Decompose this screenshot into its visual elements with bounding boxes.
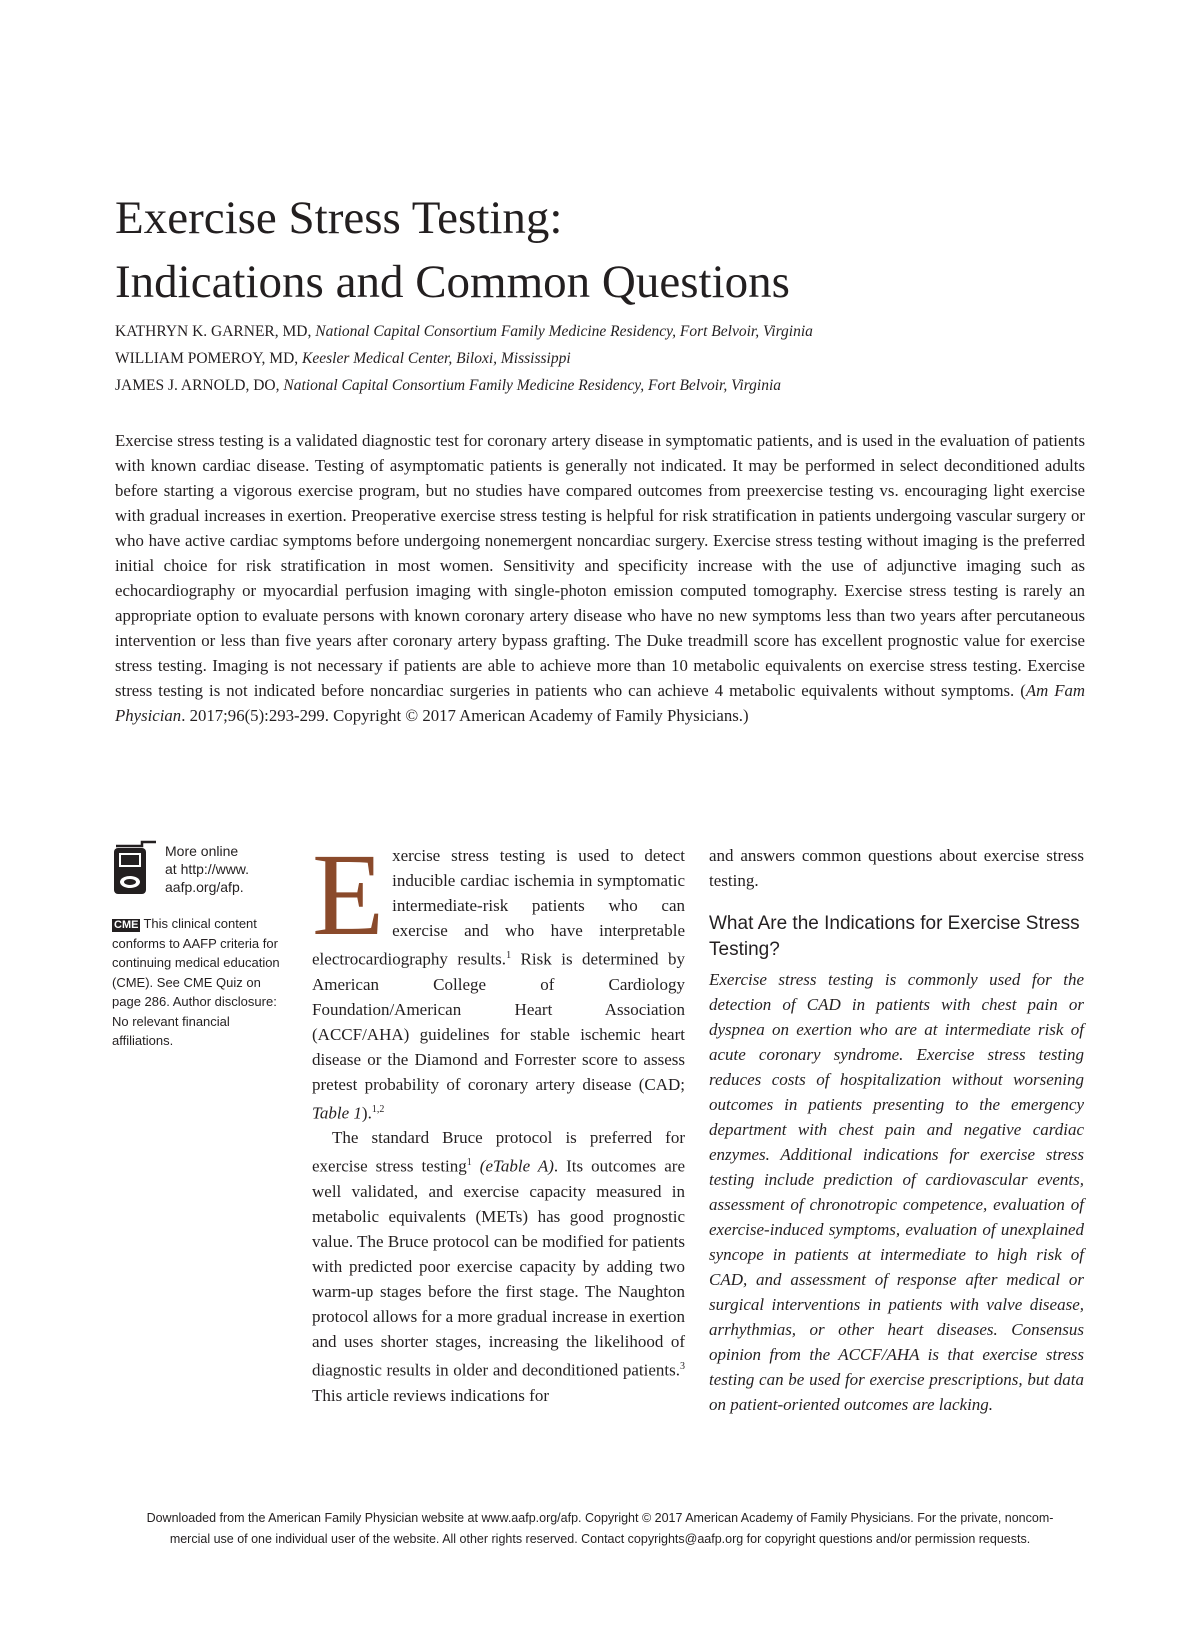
intro-text: xercise stress testing is used to detect inducible cardiac ischemia in symptomatic intermediate-risk patients who can exercise and who have interpretable electrocardiography results.	[312, 846, 685, 969]
reference-marker[interactable]: 1,2	[371, 1103, 385, 1115]
article-title	[115, 186, 1115, 314]
more-online-link[interactable]: aafp.org/afp.	[165, 879, 244, 895]
author-affiliation: National Capital Consortium Family Medicine Residency, Fort Belvoir, Virginia	[283, 377, 782, 394]
reference-marker[interactable]: 1	[506, 950, 512, 961]
author-disclosure: Author disclosure: No relevant financial affiliations.	[112, 994, 277, 1048]
body-text: The standard Bruce protocol is preferred for exercise stress testing	[312, 1128, 685, 1176]
copyright-footer	[100, 1508, 1100, 1550]
computer-online-icon	[112, 840, 158, 896]
cme-note	[112, 914, 287, 1051]
continued-paragraph: and answers common questions about exercise stress testing.	[709, 846, 1084, 890]
sidebar	[112, 838, 287, 1051]
intro-paragraph	[312, 829, 686, 1125]
body-column-1	[312, 829, 686, 1408]
footer-line: Downloaded from the American Family Physician website at www.aafp.org/afp. Copyright © 2017 American Academy of Family Physicians. For the private, noncom-	[146, 1511, 1054, 1525]
abstract	[115, 428, 1085, 728]
bruce-protocol-paragraph	[312, 1125, 685, 1407]
body-column-2	[709, 843, 1084, 1417]
body-text	[472, 1157, 480, 1176]
citation-details: . 2017;96(5):293-299. Copyright © 2017 American Academy of Family Physicians.)	[181, 706, 749, 725]
citation-open: (	[1014, 681, 1026, 700]
table-1-link[interactable]: Table 1	[312, 1103, 362, 1123]
author-entry	[115, 318, 1115, 345]
reference-marker[interactable]: 1	[466, 1157, 472, 1169]
etable-a-link[interactable]: (eTable A)	[479, 1156, 554, 1176]
more-online-line: More online	[165, 843, 239, 859]
citation-journal: Am Fam Physician	[115, 681, 1085, 725]
cme-text: This clinical content conforms to AAFP criteria for continuing medical education (CME). See CME Quiz on page 286.	[112, 916, 280, 1009]
reference-marker[interactable]: 3	[680, 1360, 685, 1372]
title-line-1: Exercise Stress Testing:	[115, 192, 563, 244]
cme-badge: CME	[114, 919, 139, 931]
intro-text: ).	[361, 1103, 372, 1123]
author-affiliation: National Capital Consortium Family Medicine Residency, Fort Belvoir, Virginia	[315, 323, 813, 340]
title-line-2: Indications and Common Questions	[115, 256, 790, 308]
section-heading: What Are the Indications for Exercise Stress Testing?	[709, 913, 1080, 960]
more-online-box[interactable]	[112, 838, 287, 906]
intro-text: Risk is determined by American College of Cardiology Foundation/American Heart Association (ACCF/AHA) guidelines for stable ischemic heart disease or the Diamond and Forrester score to assess pretest probability of coronary artery disease (CAD;	[312, 949, 686, 1094]
more-online-link[interactable]: at http://www.	[165, 861, 250, 877]
drop-cap: E	[312, 829, 385, 960]
author-name: KATHRYN K. GARNER, MD,	[115, 323, 312, 340]
footer-line: mercial use of one individual user of the website. All other rights reserved. Contact copyrights@aafp.org for copyright questions and/or permission requests.	[169, 1532, 1031, 1546]
more-online-text	[165, 842, 285, 896]
body-text: This article reviews indications for	[312, 1385, 549, 1405]
indications-paragraph: Exercise stress testing is commonly used for the detection of CAD in patients with chest pain or dyspnea on exertion who are at intermediate risk of acute coronary syndrome. Exercise stress testing reduces costs of hospitalization without worsening outcomes in patients presenting to the emergency department with chest pain and negative cardiac enzymes. Additional indications for exercise stress testing include prediction of cardiovascular events, assessment of chronotropic competence, evaluation of exercise-induced symptoms, evaluation of unexplained syncope in patients at intermediate to high risk of CAD, and assessment of response after medical or surgical interventions in patients with valve disease, arrhythmias, or other heart diseases. Consensus opinion from the ACCF/AHA is that exercise stress testing can be used for exercise prescriptions, but data on patient-oriented outcomes are lacking.	[709, 970, 1084, 1414]
author-entry	[115, 345, 1115, 372]
author-entry	[115, 372, 1115, 399]
body-text: . Its outcomes are well validated, and exercise capacity measured in metabolic equivalents (METs) has good prognostic value. The Bruce protocol can be modified for patients with predicted poor exercise capacity by adding two warm-up stages before the first stage. The Naughton protocol allows for a more gradual increase in exertion and uses shorter stages, increasing the likelihood of diagnostic results in older and deconditioned patients.	[312, 1156, 686, 1380]
abstract-body: Exercise stress testing is a validated diagnostic test for coronary artery disease in symptomatic patients, and is used in the evaluation of patients with known cardiac disease. Testing of asymptomatic patients is generally not indicated. It may be performed in select deconditioned adults before starting a vigorous exercise program, but no studies have compared outcomes from preexercise testing vs. encouraging light exercise with gradual increases in exertion. Preoperative exercise stress testing is helpful for risk stratification in patients undergoing vascular surgery or who have active cardiac symptoms before undergoing nonemergent noncardiac surgery. Exercise stress testing without imaging is the preferred initial choice for risk stratification in most women. Sensitivity and specificity increase with the use of adjunctive imaging such as echocardiography or myocardial perfusion imaging with single-photon emission computed tomography. Exercise stress testing is rarely an appropriate option to evaluate persons with known coronary artery disease who have no new symptoms less than two years after percutaneous intervention or less than five years after coronary artery bypass grafting. The Duke treadmill score has excellent prognostic value for exercise stress testing. Imaging is not necessary if patients are able to achieve more than 10 metabolic equivalents on exercise stress testing. Exercise stress testing is not indicated before noncardiac surgeries in patients who can achieve 4 metabolic equivalents without symptoms.	[115, 431, 1085, 700]
author-name: WILLIAM POMEROY, MD,	[115, 350, 299, 367]
author-affiliation: Keesler Medical Center, Biloxi, Mississippi	[302, 350, 571, 367]
author-name: JAMES J. ARNOLD, DO,	[115, 377, 280, 394]
author-list	[115, 318, 1115, 399]
